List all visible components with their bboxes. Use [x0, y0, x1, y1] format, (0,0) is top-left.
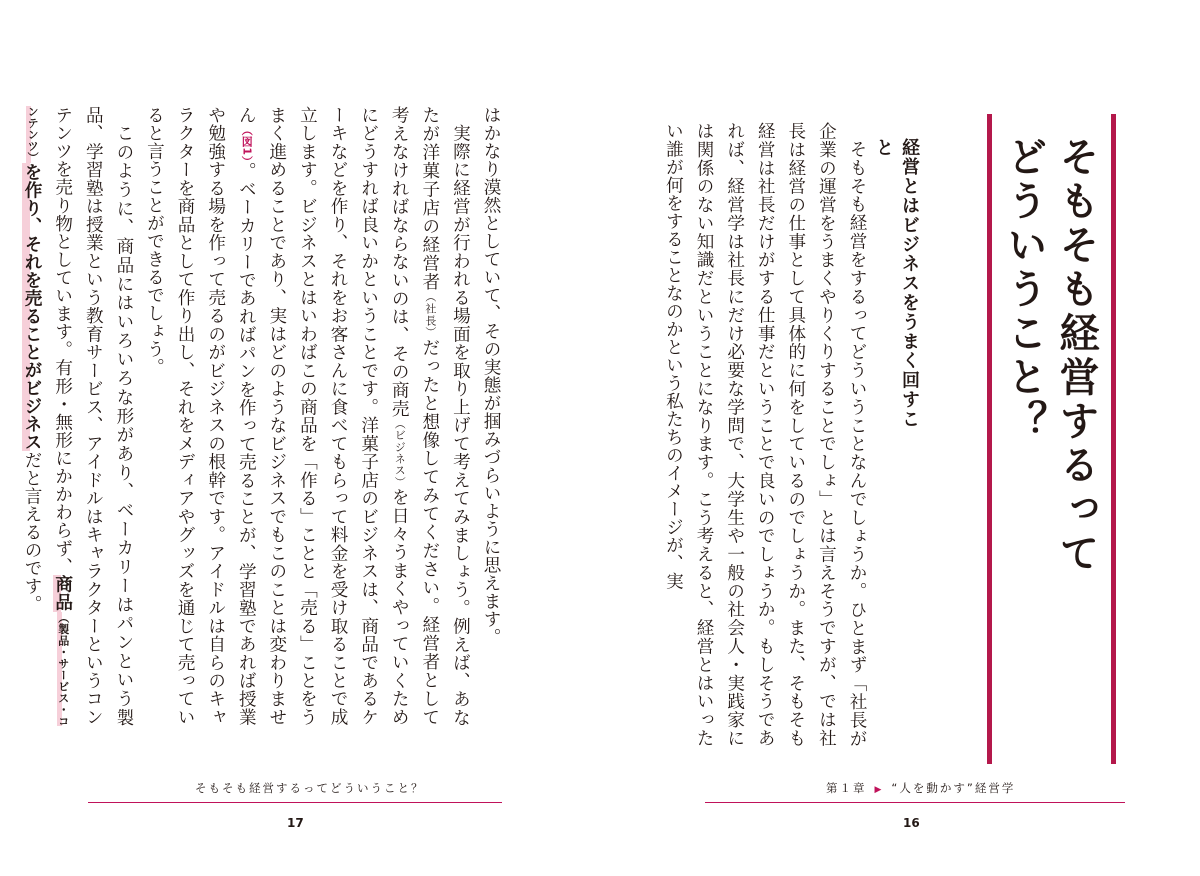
paragraph-3: このように、商品にはいろいろな形があり、ベーカリーはパンという製品、学習塾は授業という教育サービス、アイドルはキャラクターというコンテンツを売り物としています。有形・無形にかかわらず、商品（製品・サービス・コンテンツ）を作り、それを売ることがビジネスだと言えるのです。	[22, 106, 134, 727]
figure-reference[interactable]: （図1）	[240, 124, 254, 162]
left-page-body	[22, 106, 506, 727]
triangle-icon: ▶	[874, 785, 884, 795]
emphasis-shohin: 商品	[52, 575, 73, 612]
title-bar-left	[987, 114, 992, 764]
running-head-rule-right	[705, 802, 1125, 803]
chapter-label: 第１章	[826, 781, 867, 795]
running-head-left: そもそも経営するってどういうこと？	[195, 781, 425, 795]
page-number-left: 17	[287, 816, 304, 830]
running-head-right	[826, 780, 1015, 796]
right-page-body	[663, 122, 872, 747]
running-head-rule-left	[88, 802, 502, 803]
section-title: そもそも経営するって どういうこと？	[1001, 136, 1099, 576]
annotation-shacho: （社長）	[423, 290, 437, 339]
title-bar-right	[1111, 114, 1116, 764]
annotation-business: （ビジネス）	[393, 417, 407, 489]
paragraph-intro: そもそも経営をするってどういうことなんでしょうか。ひとまず「社長が企業の運営をうまくやりくりすることでしょ」とは言えそうですが、では社長は経営の仕事として具体的に何をしているのでしょうか。また、そもそも経営は社長だけがする仕事だということで良いのでしょうか。もしそうであれば、経営学は社長にだけ必要な学問で、大学生や一般の社会人・実践家には関係のない知識だということになります。こう考えると、経営とはいったい誰が何をすることなのかという私たちのイメージが、実	[663, 122, 867, 747]
paragraph-2: 実際に経営が行われる場面を取り上げて考えてみましょう。例えば、あなたが洋菓子店の経営者（社長）だったと想像してみてください。経営者として考えなければならないのは、その商売（ビジネス）を日々うまくやっていくためにどうすれば良いかということです。洋菓子店のビジネスは、商品であるケーキなどを作り、それをお客さんに食べてもらって料金を受け取ることで成立します。ビジネスとはいわばこの商品を「作る」ことと「売る」ことをうまく進めることであり、実はどのようなビジネスでもこのことは変わりません（図1）。ベーカリーであればパンを作って売ることが、学習塾であれば授業や勉強する場を作って売るのがビジネスの根幹です。アイドルは自らのキャラクターを商品として作り出し、それをメディアやグッズを通じて売っていると言うことができるでしょう。	[144, 106, 471, 727]
book-title: “人を動かす”経営学	[891, 781, 1016, 795]
paragraph-1: はかなり漠然としていて、その実態が掴みづらいように思えます。	[481, 106, 501, 646]
emphasis-annotation: （製品・サービス・コンテンツ）	[26, 106, 70, 727]
emphasis-business: を作り、それを売ることがビジネス	[22, 163, 43, 451]
subheading: 経営とはビジネスをうまく回すこと	[873, 138, 920, 429]
page-number-right: 16	[903, 816, 920, 830]
